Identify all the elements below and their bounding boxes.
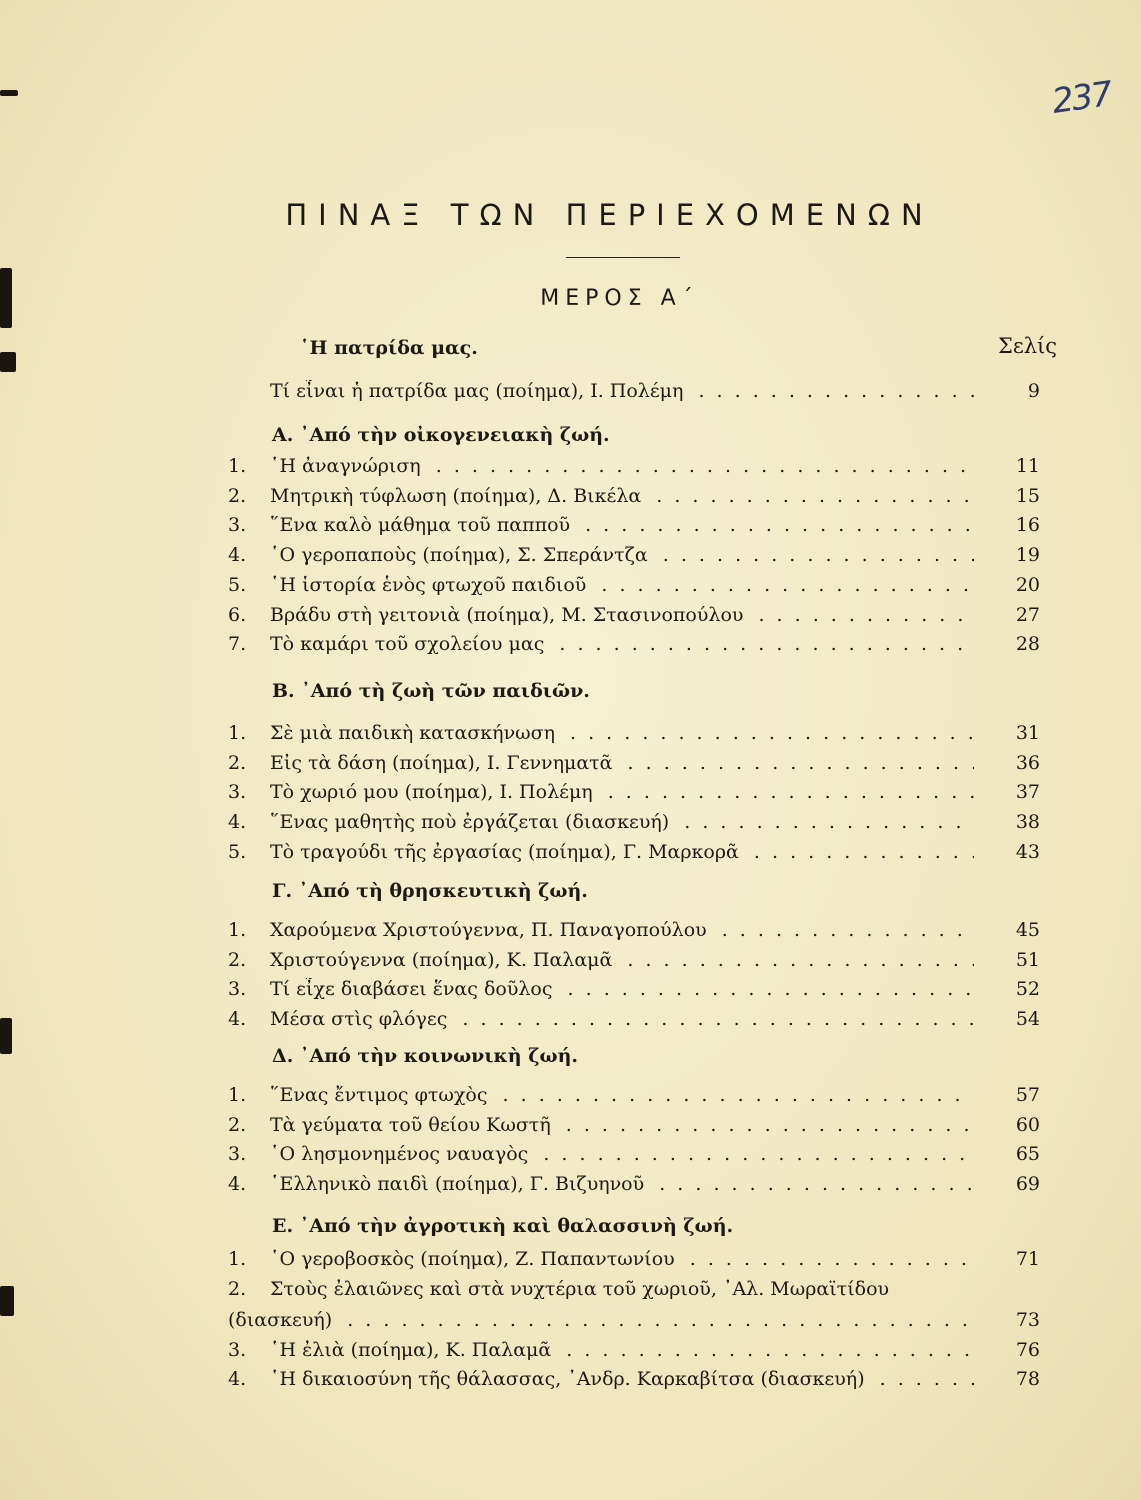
entry-text-wrap bbox=[270, 455, 974, 477]
entry-page-number: 65 bbox=[1015, 1143, 1040, 1165]
entry-page-number: 36 bbox=[1015, 752, 1040, 774]
toc-entry bbox=[228, 1278, 1044, 1340]
entry-title: ῾Ο γεροβοσκὸς (ποίημα), Ζ. Παπαντωνίου bbox=[270, 1248, 675, 1270]
entry-number: 3. bbox=[228, 978, 247, 1000]
entry-page-number: 45 bbox=[1015, 919, 1040, 941]
binding-mark bbox=[0, 90, 18, 96]
part-title: ΜΕΡΟΣ Α΄ bbox=[540, 286, 699, 311]
title-divider bbox=[566, 257, 680, 258]
entry-number: 3. bbox=[228, 1339, 247, 1361]
dot-leader bbox=[675, 811, 974, 833]
dot-leader bbox=[871, 1368, 974, 1390]
entry-number: 1. bbox=[228, 919, 247, 941]
entry-title: ῾Ο γεροπαποὺς (ποίημα), Σ. Σπεράντζα bbox=[270, 544, 648, 566]
toc-entry bbox=[228, 485, 1044, 515]
entry-number: 4. bbox=[228, 1368, 247, 1390]
entry-text-wrap bbox=[270, 1368, 974, 1390]
dot-leader bbox=[618, 949, 974, 971]
entry-number: 3. bbox=[228, 1143, 247, 1165]
entry-text-wrap bbox=[270, 633, 974, 655]
entry-page-number: 38 bbox=[1015, 811, 1040, 833]
toc-entry bbox=[228, 1143, 1044, 1173]
toc-entry bbox=[228, 722, 1044, 752]
entry-number: 6. bbox=[228, 604, 247, 626]
entry-title: ῾Η δικαιοσύνη τῆς θάλασσας, ᾿Ανδρ. Καρκαβίτσα (διασκευή) bbox=[270, 1368, 865, 1390]
toc-entry bbox=[228, 544, 1044, 574]
entry-title: Χριστούγεννα (ποίημα), Κ. Παλαμᾶ bbox=[270, 949, 613, 971]
entry-text-wrap bbox=[270, 544, 974, 566]
entry-title: Στοὺς ἐλαιῶνες καὶ στὰ νυχτέρια τοῦ χωριοῦ, ᾿Αλ. Μωραϊτίδου bbox=[270, 1278, 890, 1300]
dot-leader bbox=[338, 1309, 978, 1331]
entry-text-wrap bbox=[270, 752, 974, 774]
dot-leader bbox=[689, 380, 974, 402]
toc-entry bbox=[228, 978, 1044, 1008]
dot-leader bbox=[599, 781, 974, 803]
toc-entry bbox=[228, 380, 1044, 410]
entry-text-wrap bbox=[270, 811, 974, 833]
entry-page-number: 52 bbox=[1015, 978, 1040, 1000]
entry-page-number: 15 bbox=[1015, 485, 1040, 507]
section-heading: Γ. ᾿Από τὴ θρησκευτικὴ ζωή. bbox=[272, 880, 588, 902]
toc-entry bbox=[228, 1368, 1044, 1398]
entry-page-number: 31 bbox=[1015, 722, 1040, 744]
entry-text-wrap bbox=[270, 841, 974, 863]
toc-entry bbox=[228, 1339, 1044, 1369]
entry-text-wrap bbox=[270, 1248, 974, 1270]
handwritten-page-number: 237 bbox=[1049, 74, 1114, 122]
entry-title-continued: (διασκευή) bbox=[228, 1309, 333, 1331]
entry-title: Βράδυ στὴ γειτονιὰ (ποίημα), Μ. Στασινοπούλου bbox=[270, 604, 744, 626]
dot-leader bbox=[576, 514, 974, 536]
dot-leader bbox=[749, 604, 974, 626]
entry-number: 7. bbox=[228, 633, 247, 655]
toc-entry bbox=[228, 841, 1044, 871]
toc-title: ΠΙΝΑΞ ΤΩΝ ΠΕΡΙΕΧΟΜΕΝΩΝ bbox=[285, 198, 934, 232]
entry-number: 1. bbox=[228, 722, 247, 744]
entry-text-wrap bbox=[270, 380, 974, 402]
binding-mark bbox=[0, 1286, 14, 1316]
entry-number: 2. bbox=[228, 485, 247, 507]
entry-title: Τὸ χωριό μου (ποίημα), Ι. Πολέμη bbox=[270, 781, 593, 803]
entry-number: 4. bbox=[228, 544, 247, 566]
entry-number: 2. bbox=[228, 752, 247, 774]
toc-entry bbox=[228, 514, 1044, 544]
entry-title: ῞Ενας ἔντιμος φτωχὸς bbox=[270, 1084, 488, 1106]
entry-number: 1. bbox=[228, 455, 247, 477]
dot-leader bbox=[534, 1143, 974, 1165]
dot-leader bbox=[745, 841, 974, 863]
pages-column-label: Σελίς bbox=[998, 334, 1058, 358]
entry-title: ῾Ελληνικὸ παιδὶ (ποίημα), Γ. Βιζυηνοῦ bbox=[270, 1173, 645, 1195]
entry-number: 1. bbox=[228, 1248, 247, 1270]
entry-text-wrap bbox=[270, 485, 974, 507]
dot-leader bbox=[654, 544, 974, 566]
dot-leader bbox=[557, 1339, 974, 1361]
entry-title: Σὲ μιὰ παιδικὴ κατασκήνωση bbox=[270, 722, 555, 744]
entry-page-number: 28 bbox=[1015, 633, 1040, 655]
entry-title: Μητρικὴ τύφλωση (ποίημα), Δ. Βικέλα bbox=[270, 485, 642, 507]
toc-entry bbox=[228, 455, 1044, 485]
section-heading: ῾Η πατρίδα μας. bbox=[300, 337, 478, 359]
entry-text-wrap bbox=[270, 949, 974, 971]
toc-entry bbox=[228, 781, 1044, 811]
entry-number: 2. bbox=[228, 1278, 247, 1300]
dot-leader bbox=[650, 1173, 974, 1195]
entry-title: ῞Ενα καλὸ μάθημα τοῦ παπποῦ bbox=[270, 514, 571, 536]
section-heading: Δ. ᾿Από τὴν κοινωνικὴ ζωή. bbox=[272, 1045, 579, 1067]
dot-leader bbox=[619, 752, 974, 774]
entry-page-number: 78 bbox=[1015, 1368, 1040, 1390]
section-heading: Ε. ᾿Από τὴν ἀγροτικὴ καὶ θαλασσινὴ ζωή. bbox=[272, 1215, 734, 1237]
entry-page-number: 71 bbox=[1015, 1248, 1040, 1270]
entry-page-number: 51 bbox=[1015, 949, 1040, 971]
entry-number: 5. bbox=[228, 841, 247, 863]
toc-entry bbox=[228, 1114, 1044, 1144]
entry-page-number: 73 bbox=[1015, 1309, 1040, 1331]
toc-entry bbox=[228, 1248, 1044, 1278]
toc-entry bbox=[228, 1084, 1044, 1114]
entry-title: ῾Η ἐλιὰ (ποίημα), Κ. Παλαμᾶ bbox=[270, 1339, 552, 1361]
dot-leader bbox=[453, 1008, 974, 1030]
entry-number: 5. bbox=[228, 574, 247, 596]
entry-page-number: 20 bbox=[1015, 574, 1040, 596]
toc-entry bbox=[228, 574, 1044, 604]
entry-title: Τὰ γεύματα τοῦ θείου Κωστῆ bbox=[270, 1114, 551, 1136]
entry-title: Μέσα στὶς φλόγες bbox=[270, 1008, 448, 1030]
entry-title: ῾Η ἱστορία ἑνὸς φτωχοῦ παιδιοῦ bbox=[270, 574, 587, 596]
entry-number: 4. bbox=[228, 1008, 247, 1030]
entry-number: 4. bbox=[228, 811, 247, 833]
dot-leader bbox=[713, 919, 974, 941]
entry-page-number: 43 bbox=[1015, 841, 1040, 863]
entry-page-number: 9 bbox=[1027, 380, 1040, 402]
entry-number: 2. bbox=[228, 949, 247, 971]
entry-page-number: 54 bbox=[1015, 1008, 1040, 1030]
toc-entry bbox=[228, 811, 1044, 841]
entry-text-wrap bbox=[270, 781, 974, 803]
entry-page-number: 69 bbox=[1015, 1173, 1040, 1195]
entry-text-wrap bbox=[270, 514, 974, 536]
toc-entry bbox=[228, 919, 1044, 949]
entry-title: ῾Η ἀναγνώριση bbox=[270, 455, 421, 477]
entry-title: Τί εἶχε διαβάσει ἕνας δοῦλος bbox=[270, 978, 553, 1000]
entry-page-number: 11 bbox=[1015, 455, 1040, 477]
entry-text-wrap bbox=[270, 574, 974, 596]
binding-mark bbox=[0, 352, 16, 372]
entry-text-wrap bbox=[270, 978, 974, 1000]
entry-number: 4. bbox=[228, 1173, 247, 1195]
entry-text-wrap bbox=[270, 1173, 974, 1195]
entry-text-wrap bbox=[270, 1278, 1040, 1300]
entry-text-wrap bbox=[270, 919, 974, 941]
entry-text-wrap bbox=[270, 722, 974, 744]
entry-title: Τί εἶναι ἡ πατρίδα μας (ποίημα), Ι. Πολέμη bbox=[270, 380, 684, 402]
entry-number: 1. bbox=[228, 1084, 247, 1106]
entry-title: Εἰς τὰ δάση (ποίημα), Ι. Γεννηματᾶ bbox=[270, 752, 613, 774]
entry-page-number: 19 bbox=[1015, 544, 1040, 566]
entry-title-continued-wrap bbox=[228, 1309, 978, 1331]
entry-number: 2. bbox=[228, 1114, 247, 1136]
entry-text-wrap bbox=[270, 1008, 974, 1030]
section-heading: Α. ᾿Από τὴν οἰκογενειακὴ ζωή. bbox=[272, 424, 610, 446]
entry-text-wrap bbox=[270, 1143, 974, 1165]
entry-page-number: 27 bbox=[1015, 604, 1040, 626]
dot-leader bbox=[592, 574, 974, 596]
entry-page-number: 16 bbox=[1015, 514, 1040, 536]
dot-leader bbox=[550, 633, 974, 655]
section-heading: Β. ᾿Από τὴ ζωὴ τῶν παιδιῶν. bbox=[272, 680, 590, 702]
entry-text-wrap bbox=[270, 604, 974, 626]
toc-entry bbox=[228, 604, 1044, 634]
dot-leader bbox=[427, 455, 974, 477]
entry-page-number: 60 bbox=[1015, 1114, 1040, 1136]
toc-entry bbox=[228, 1173, 1044, 1203]
entry-text-wrap bbox=[270, 1339, 974, 1361]
entry-title: Τὸ τραγούδι τῆς ἐργασίας (ποίημα), Γ. Μαρκορᾶ bbox=[270, 841, 739, 863]
entry-title: Τὸ καμάρι τοῦ σχολείου μας bbox=[270, 633, 545, 655]
entry-number: 3. bbox=[228, 514, 247, 536]
dot-leader bbox=[494, 1084, 974, 1106]
entry-text-wrap bbox=[270, 1114, 974, 1136]
toc-entry bbox=[228, 949, 1044, 979]
binding-mark bbox=[0, 1018, 12, 1054]
entry-page-number: 57 bbox=[1015, 1084, 1040, 1106]
entry-title: Χαρούμενα Χριστούγεννα, Π. Παναγοπούλου bbox=[270, 919, 707, 941]
entry-title: ῞Ενας μαθητὴς ποὺ ἐργάζεται (διασκευή) bbox=[270, 811, 670, 833]
dot-leader bbox=[681, 1248, 974, 1270]
dot-leader bbox=[647, 485, 974, 507]
entry-page-number: 76 bbox=[1015, 1339, 1040, 1361]
entry-number: 3. bbox=[228, 781, 247, 803]
dot-leader bbox=[561, 722, 974, 744]
dot-leader bbox=[557, 1114, 974, 1136]
entry-text-wrap bbox=[270, 1084, 974, 1106]
entry-title: ῾Ο λησμονημένος ναυαγὸς bbox=[270, 1143, 529, 1165]
dot-leader bbox=[559, 978, 975, 1000]
toc-entry bbox=[228, 752, 1044, 782]
toc-entry bbox=[228, 633, 1044, 663]
toc-entry bbox=[228, 1008, 1044, 1038]
entry-page-number: 37 bbox=[1015, 781, 1040, 803]
